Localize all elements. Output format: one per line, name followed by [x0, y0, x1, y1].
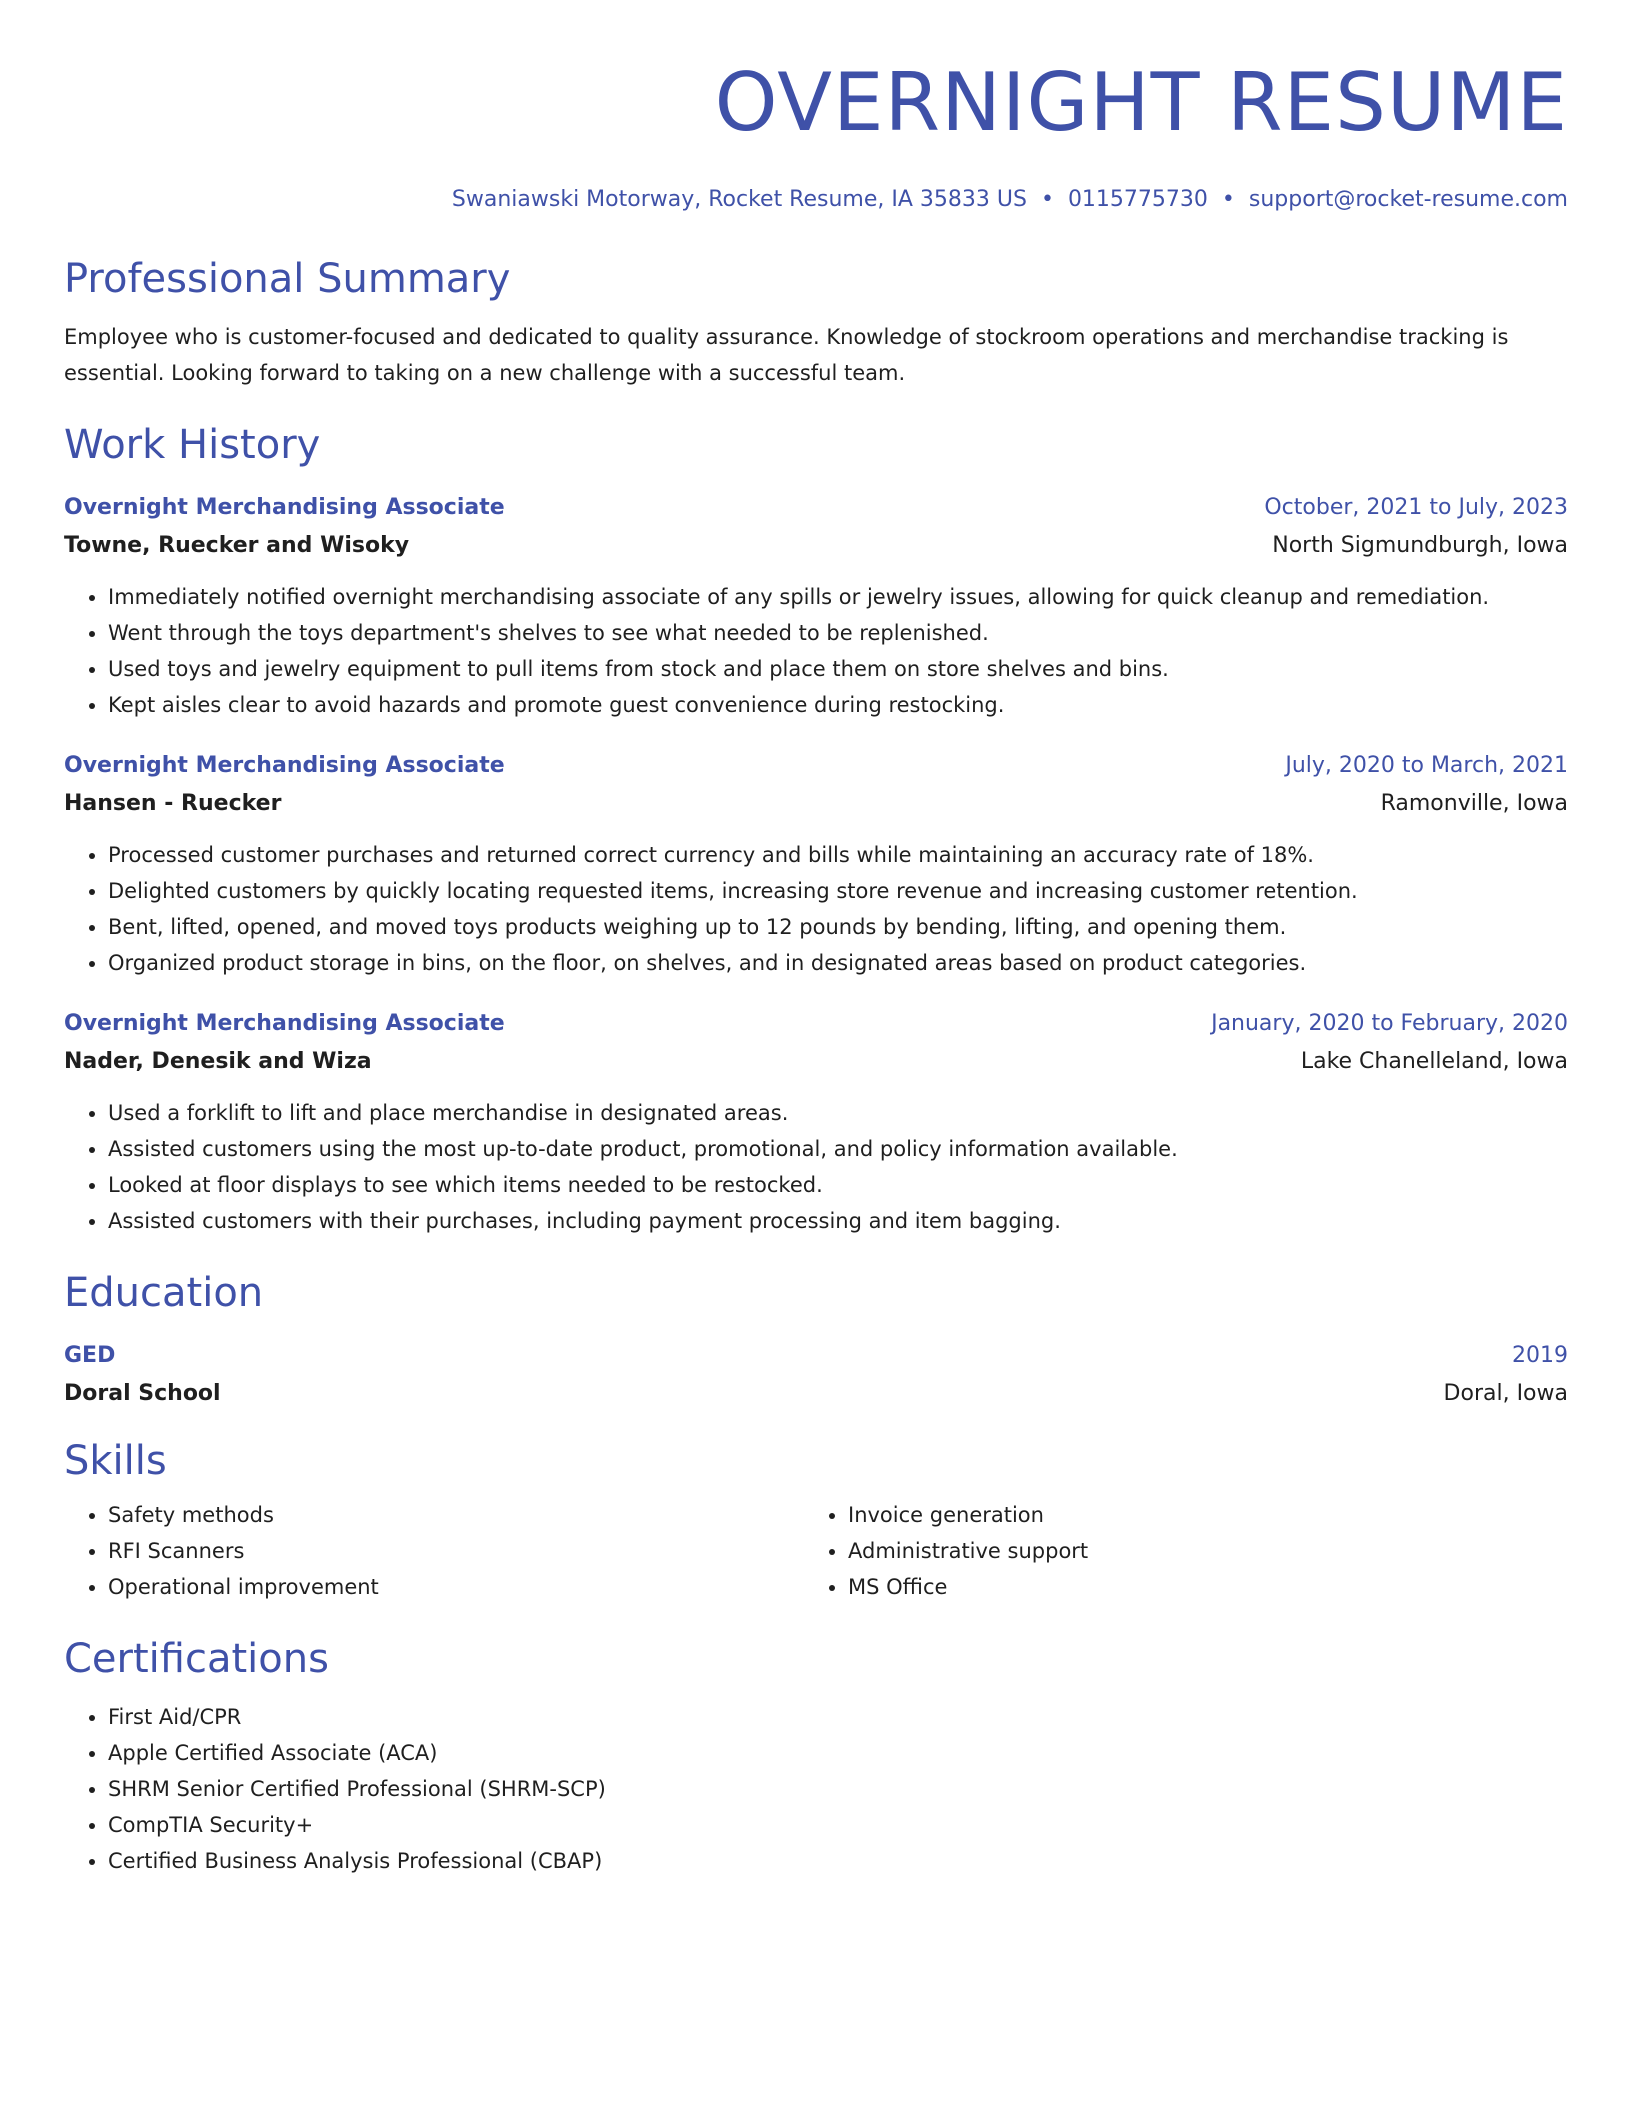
- job-bullet: • Organized product storage in bins, on the floor, on shelves, and in designated areas based on product categories.: [108, 945, 1568, 981]
- skill-item: • Invoice generation: [848, 1497, 1544, 1533]
- contact-separator: •: [1040, 187, 1054, 212]
- education-degree: GED: [64, 1343, 116, 1368]
- job-company: Nader, Denesik and Wiza: [64, 1049, 372, 1074]
- job-bullet: • Looked at floor displays to see which items needed to be restocked.: [108, 1167, 1568, 1203]
- job-bullet: • Used a forklift to lift and place merchandise in designated areas.: [108, 1095, 1568, 1131]
- job-bullet: • Immediately notified overnight merchandising associate of any spills or jewelry issues, allowing for quick cleanup and remediation.: [108, 579, 1568, 615]
- contact-address: Swaniawski Motorway, Rocket Resume, IA 35833 US: [451, 187, 1027, 212]
- certifications-heading: Certifications: [64, 1636, 329, 1682]
- contact-separator: •: [1221, 187, 1235, 212]
- skills-column-right: [804, 1497, 1544, 1605]
- job-location: Lake Chanelleland, Iowa: [1300, 1049, 1568, 1074]
- job-title: Overnight Merchandising Associate: [64, 495, 505, 520]
- resume-header: [64, 48, 1568, 215]
- job-entry: [64, 489, 1568, 723]
- contact-line: [64, 185, 1568, 215]
- skills-list: [64, 1497, 1568, 1605]
- certification-item: • First Aid/CPR: [108, 1699, 1568, 1735]
- job-bullet: • Used toys and jewelry equipment to pull items from stock and place them on store shelves and bins.: [108, 651, 1568, 687]
- job-entry: [64, 747, 1568, 981]
- job-company: Hansen - Ruecker: [64, 791, 282, 816]
- education-year: 2019: [1512, 1343, 1568, 1368]
- education-entry: [64, 1337, 1568, 1413]
- candidate-name: OVERNIGHT RESUME: [714, 56, 1568, 149]
- certification-item: • CompTIA Security+: [108, 1807, 1568, 1843]
- job-bullet: • Went through the toys department's shelves to see what needed to be replenished.: [108, 615, 1568, 651]
- job-location: North Sigmundburgh, Iowa: [1272, 533, 1568, 558]
- education-location: Doral, Iowa: [1443, 1381, 1568, 1406]
- education-school: Doral School: [64, 1381, 221, 1406]
- job-bullet: • Delighted customers by quickly locating requested items, increasing store revenue and increasing customer retention.: [108, 873, 1568, 909]
- skill-item: • Safety methods: [108, 1497, 804, 1533]
- job-location: Ramonville, Iowa: [1380, 791, 1568, 816]
- job-dates: January, 2020 to February, 2020: [1211, 1011, 1568, 1036]
- job-bullet: • Bent, lifted, opened, and moved toys products weighing up to 12 pounds by bending, lifting, and opening them.: [108, 909, 1568, 945]
- certification-item: • Apple Certified Associate (ACA): [108, 1735, 1568, 1771]
- job-dates: October, 2021 to July, 2023: [1264, 495, 1568, 520]
- job-dates: July, 2020 to March, 2021: [1285, 753, 1568, 778]
- job-bullets: [64, 1095, 1568, 1239]
- job-bullet: • Kept aisles clear to avoid hazards and promote guest convenience during restocking.: [108, 687, 1568, 723]
- certification-item: • SHRM Senior Certified Professional (SHRM-SCP): [108, 1771, 1568, 1807]
- contact-phone: 0115775730: [1067, 187, 1208, 212]
- job-title: Overnight Merchandising Associate: [64, 753, 505, 778]
- job-bullet: • Assisted customers using the most up-to-date product, promotional, and policy information available.: [108, 1131, 1568, 1167]
- job-company: Towne, Ruecker and Wisoky: [64, 533, 410, 558]
- summary-text: Employee who is customer-focused and dedicated to quality assurance. Knowledge of stockroom operations and merchandise tracking is essential. Looking forward to taking on a new challenge with a successful team.: [64, 325, 1509, 385]
- job-bullets: [64, 579, 1568, 723]
- job-bullet: • Processed customer purchases and returned correct currency and bills while maintaining an accuracy rate of 18%.: [108, 837, 1568, 873]
- skill-item: • MS Office: [848, 1569, 1544, 1605]
- work-history-heading: Work History: [64, 422, 321, 468]
- certifications-list: [64, 1699, 1568, 1879]
- skill-item: • RFI Scanners: [108, 1533, 804, 1569]
- job-entry: [64, 1005, 1568, 1239]
- education-heading: Education: [64, 1270, 264, 1316]
- skills-column-left: [64, 1497, 804, 1605]
- certification-item: • Certified Business Analysis Professional (CBAP): [108, 1843, 1568, 1879]
- contact-email: support@rocket-resume.com: [1248, 187, 1568, 212]
- skill-item: • Administrative support: [848, 1533, 1544, 1569]
- job-bullets: [64, 837, 1568, 981]
- skill-item: • Operational improvement: [108, 1569, 804, 1605]
- job-title: Overnight Merchandising Associate: [64, 1011, 505, 1036]
- skills-heading: Skills: [64, 1438, 167, 1484]
- summary-heading: Professional Summary: [64, 256, 511, 302]
- job-bullet: • Assisted customers with their purchases, including payment processing and item bagging.: [108, 1203, 1568, 1239]
